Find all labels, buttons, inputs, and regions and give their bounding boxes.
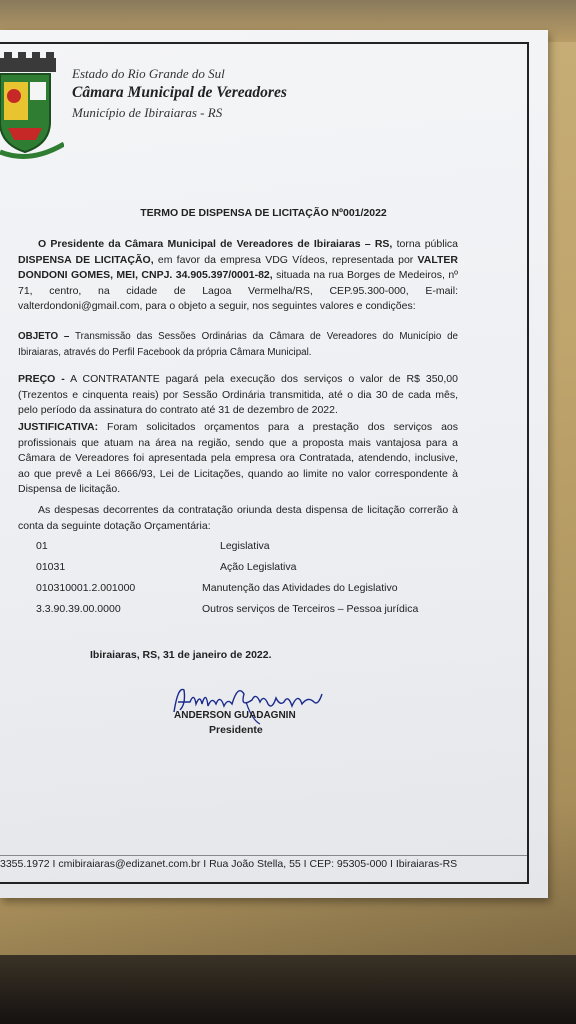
budget-row [36, 603, 476, 624]
intro-paragraph [18, 237, 458, 315]
document-page [0, 30, 548, 898]
letterhead [72, 66, 287, 121]
budget-table [36, 540, 476, 624]
background-bottom [0, 955, 576, 1024]
budget-row [36, 582, 476, 603]
footer-contact: 3355.1972 I cmibiraiaras@edizanet.com.br I Rua João Stella, 55 I CEP: 95305-000 I Ibiraiaras-RS [0, 858, 458, 870]
objeto-paragraph [18, 329, 458, 360]
justificativa-label: JUSTIFICATIVA: [18, 421, 99, 433]
state-name: Estado do Rio Grande do Sul [72, 66, 225, 81]
budget-code: 01031 [36, 561, 66, 573]
date-line: Ibiraiaras, RS, 31 de janeiro de 2022. [90, 649, 272, 661]
budget-row [36, 561, 476, 582]
preco-text: A CONTRATANTE pagará pela execução dos serviços o valor de R$ 350,00 (Trezentos e cinquenta reais) por Sessão Ordinária transmitida, até o dia 30 de cada mês, pelo período da assinatura do contrato até 31 de dezembro de 2022. [18, 373, 458, 416]
despesas-paragraph: As despesas decorrentes da contratação oriunda desta dispensa de licitação correrão à conta da seguinte dotação Orçamentária: [18, 504, 458, 532]
budget-description: Ação Legislativa [220, 561, 297, 573]
municipal-coat-of-arms-icon [0, 52, 64, 170]
signer-name: ANDERSON GUADAGNIN [174, 710, 296, 721]
intro-dispensa: DISPENSA DE LICITAÇÃO, [18, 253, 154, 266]
budget-description: Legislativa [220, 540, 270, 552]
footer-divider [0, 855, 527, 856]
signer-role: Presidente [209, 724, 263, 736]
preco-paragraph [18, 372, 458, 419]
justificativa-text: Foram solicitados orçamentos para a prestação dos serviços aos profissionais que atuam na área na região, sendo que a proposta mais vantajosa para a Câmara de Vereadores foi apresentada pela empresa ora Contratada, atendendo, inclusive, ao que prevê a Lei 8666/93, Lei de Licitações, quando ao limite no valor correspondente à Dispensa de licitação. [18, 421, 458, 495]
budget-code: 3.3.90.39.00.0000 [36, 603, 121, 615]
justificativa-paragraph [18, 420, 458, 498]
document-title: TERMO DE DISPENSA DE LICITAÇÃO Nº001/2022 [140, 207, 387, 219]
objeto-text: Transmissão das Sessões Ordinárias da Câmara de Vereadores do Município de Ibiraiaras, através do Perfil Facebook da própria Câmara Municipal. [18, 331, 458, 358]
municipality-name: Município de Ibiraiaras - RS [72, 105, 223, 120]
intro-text-3: situada na rua Borges de Medeiros, nº 71, centro, na cidade de Lagoa Vermelha/RS, CEP.95.300-000, E-mail: valterdondoni@gmail.com, para o objeto a seguir, nos seguintes valores e condições: [18, 269, 459, 312]
intro-text-2: em favor da empresa VDG Vídeos, representada por [153, 253, 418, 266]
budget-code: 01 [36, 540, 48, 552]
preco-label: PREÇO - [18, 373, 65, 385]
intro-text-1: torna pública [392, 238, 458, 250]
objeto-label: OBJETO – [18, 331, 70, 342]
budget-description: Outros serviços de Terceiros – Pessoa jurídica [202, 603, 419, 615]
intro-company: VALTER DONDONI GOMES, MEI, CNPJ. 34.905.397/0001-82, [18, 253, 458, 281]
intro-president: O Presidente da Câmara Municipal de Vereadores de Ibiraiaras – RS, [38, 238, 393, 250]
budget-row [36, 540, 476, 561]
chamber-name: Câmara Municipal de Vereadores [72, 84, 287, 101]
budget-description: Manutenção das Atividades do Legislativo [202, 582, 398, 594]
budget-code: 010310001.2.001000 [36, 582, 136, 594]
